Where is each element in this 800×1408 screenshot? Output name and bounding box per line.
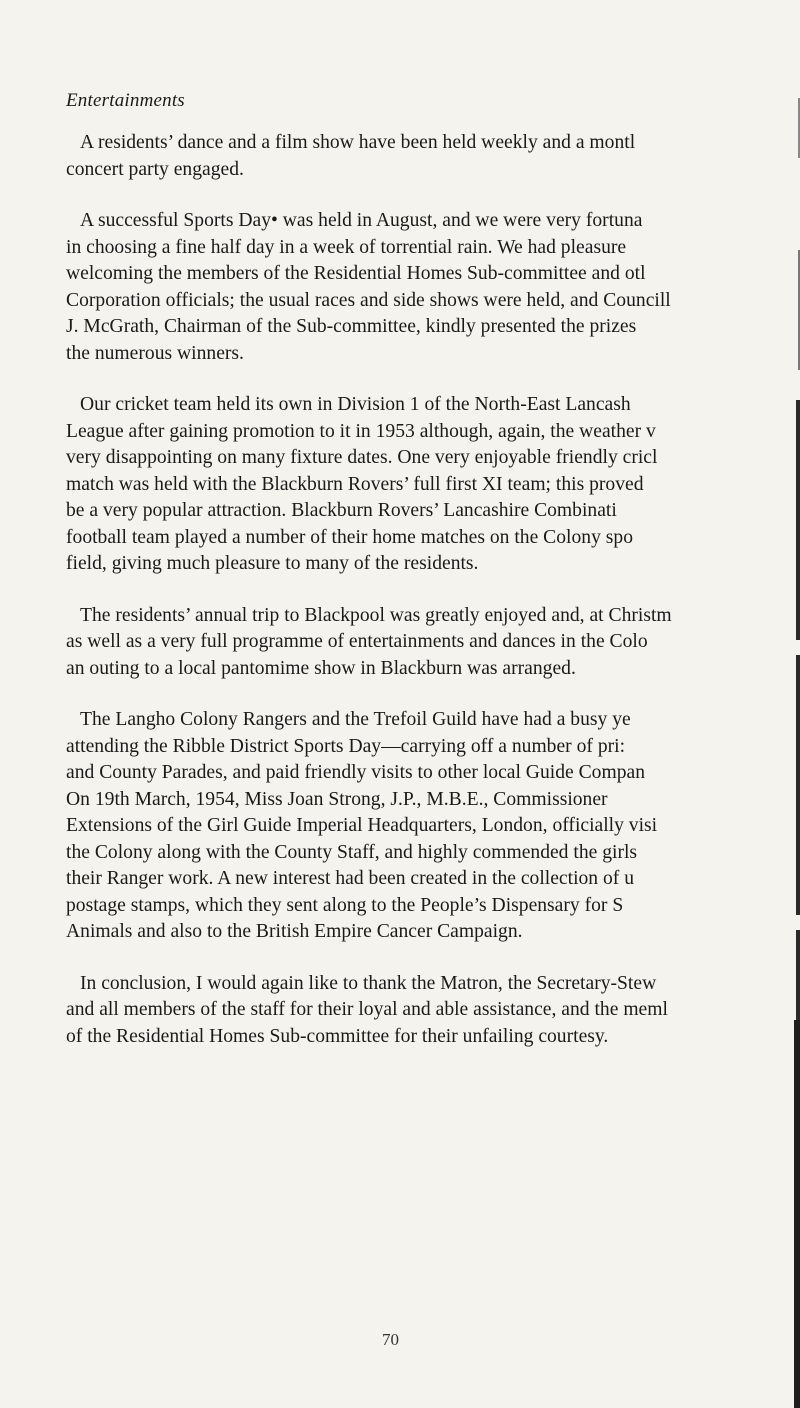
text-line: concert party engaged. bbox=[66, 158, 244, 180]
binding-edge-mark bbox=[796, 655, 800, 915]
text-line: A successful Sports Day• was held in August, and we were very fortuna bbox=[80, 210, 643, 231]
text-line: field, giving much pleasure to many of the residents. bbox=[66, 553, 479, 574]
binding-edge-mark bbox=[796, 930, 800, 1020]
text-line: as well as a very full programme of entertainments and dances in the Colo bbox=[66, 631, 648, 652]
text-line: A residents’ dance and a film show have been held weekly and a montl bbox=[80, 132, 636, 153]
binding-edge-mark bbox=[796, 400, 800, 640]
page-number: 70 bbox=[382, 1330, 399, 1349]
text-line: and County Parades, and paid friendly visits to other local Guide Compan bbox=[66, 762, 645, 783]
text-line: an outing to a local pantomime show in Blackburn was arranged. bbox=[66, 657, 576, 679]
text-line: of the Residential Homes Sub-committee for their unfailing courtesy. bbox=[66, 1025, 609, 1047]
binding-edge-mark bbox=[794, 1020, 800, 1408]
paragraph bbox=[66, 130, 800, 183]
text-line: welcoming the members of the Residential Homes Sub-committee and otl bbox=[66, 263, 646, 284]
paragraph bbox=[66, 392, 800, 578]
text-line: The Langho Colony Rangers and the Trefoil Guild have had a busy ye bbox=[80, 709, 631, 730]
body-text bbox=[66, 130, 800, 1075]
text-line: Animals and also to the British Empire Cancer Campaign. bbox=[66, 921, 523, 942]
text-line: the Colony along with the County Staff, and highly commended the girls bbox=[66, 841, 638, 863]
text-line: The residents’ annual trip to Blackpool was greatly enjoyed and, at Christm bbox=[80, 604, 672, 626]
text-line: Extensions of the Girl Guide Imperial Headquarters, London, officially visi bbox=[66, 815, 658, 836]
text-line: football team played a number of their home matches on the Colony spo bbox=[66, 526, 633, 548]
text-line: be a very popular attraction. Blackburn Rovers’ Lancashire Combinati bbox=[66, 500, 617, 521]
text-line: In conclusion, I would again like to thank the Matron, the Secretary-Stew bbox=[80, 972, 657, 994]
text-line: League after gaining promotion to it in 1953 although, again, the weather v bbox=[66, 420, 656, 442]
text-line: Corporation officials; the usual races and side shows were held, and Councill bbox=[66, 289, 671, 311]
text-line: the numerous winners. bbox=[66, 342, 244, 364]
text-line: and all members of the staff for their loyal and able assistance, and the meml bbox=[66, 999, 668, 1020]
text-line: J. McGrath, Chairman of the Sub-committee, kindly presented the prizes bbox=[66, 316, 637, 337]
text-line: Our cricket team held its own in Division 1 of the North-East Lancash bbox=[80, 394, 631, 415]
paragraph bbox=[66, 971, 800, 1051]
section-heading: Entertainments bbox=[66, 90, 185, 111]
text-line: very disappointing on many fixture dates. One very enjoyable friendly cricl bbox=[66, 447, 658, 468]
paragraph bbox=[66, 208, 800, 367]
text-line: attending the Ribble District Sports Day—carrying off a number of pri: bbox=[66, 735, 626, 757]
text-line: postage stamps, which they sent along to the People’s Dispensary for S bbox=[66, 894, 624, 916]
paragraph bbox=[66, 603, 800, 683]
paragraph bbox=[66, 707, 800, 946]
text-line: in choosing a fine half day in a week of torrential rain. We had pleasure bbox=[66, 236, 627, 258]
text-line: match was held with the Blackburn Rovers’ full first XI team; this proved bbox=[66, 473, 644, 495]
text-line: their Ranger work. A new interest had been created in the collection of u bbox=[66, 868, 635, 889]
text-line: On 19th March, 1954, Miss Joan Strong, J.P., M.B.E., Commissioner bbox=[66, 788, 608, 810]
